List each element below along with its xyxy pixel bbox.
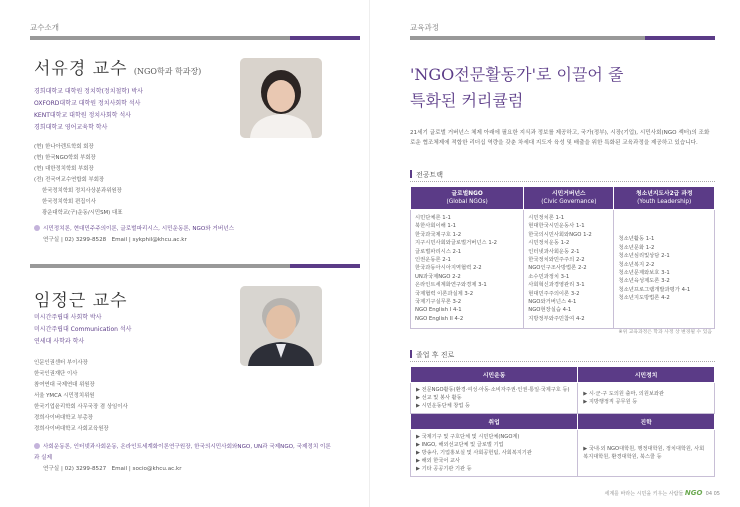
- prof1-phone: 연구실 | 02) 3299-8528: [43, 237, 107, 243]
- section-label-professors: 교수소개: [30, 23, 59, 32]
- curriculum-note: ※위 교육과정은 학과 사정 상 변경될 수 있음: [618, 330, 712, 335]
- career-head-civic-politics: 시민정치: [578, 367, 715, 383]
- track-courses-global: 시민단체론 1-1 북한사회이해 1-1 한국과국제구호 1-2 지구시민사회와글로벌거버넌스 1-2 글로벌파리시스 2-1 인권운동론 2-1 한국과동아시아지역협력 2-2 UN과국제NGO 2-2 온라인트세계화연구와경제 3-1 국제협력 이론과실제 3-2 국제기구실무론 3-2 NGO English I 4-1 NGO English II 4-2: [411, 210, 524, 329]
- career-item: 한국정치학회 편집이사: [42, 199, 96, 205]
- career-item: 한국인권재단 이사: [34, 371, 78, 377]
- prof2-email: Email | socio@khcu.ac.kr: [111, 466, 182, 472]
- track-courses-youth: 청소년활동 1-1 청소년문화 1-2 청소년심리및상담 2-1 청소년복지 2-2 청소년문제와보호 3-1 청소년육성제도론 3-2 청소년프로그램개발과평가 4-1 청소년지도방법론 4-2: [614, 210, 715, 329]
- headline-line1: 'NGO전문활동가'로 이끌어 줄: [410, 65, 624, 84]
- prof1-name-row: [34, 54, 201, 79]
- career-item: (현) 한국NGO학회 부회장: [34, 155, 96, 161]
- section-bar: [30, 36, 360, 40]
- track-head-global: 글로벌NGO (Global NGOs): [411, 187, 524, 210]
- prof2-photo: [240, 286, 322, 366]
- career-item: 경희사이버대학교 사회교육원장: [34, 426, 109, 432]
- prof1-degrees: [34, 86, 143, 134]
- prof1-name: 서유경 교수: [34, 59, 128, 79]
- career-head-employment: 취업: [411, 414, 578, 430]
- prof2-name: 임정근 교수: [34, 291, 128, 311]
- prof1-career: [34, 142, 122, 219]
- career-item: 서울 YMCA 시민정치위원: [34, 393, 95, 399]
- career-item: 광운대학교(구)운동/시민SM) 대표: [42, 210, 123, 216]
- career-cell-politics: ▶ 시·군·구 도의원 출마, 의원보좌관 ▶ 지방행정직 공무원 등: [578, 383, 715, 414]
- degree-item: 연세대 사학과 학사: [34, 338, 85, 345]
- bullet-dot-icon: [34, 443, 40, 449]
- prof2-degrees: [34, 312, 131, 348]
- career-cell-movement: ▶ 전문NGO활동(환경·여성·아동·소비자주권·인권·통일·국제구호 등) ▶ 선교 및 봉사 활동 ▶ 시민운동단체 창업 등: [411, 383, 578, 414]
- career-head-civic-movement: 시민운동: [411, 367, 578, 383]
- career-table: [410, 366, 715, 477]
- degree-item: 미시간주립대 사회학 박사: [34, 314, 102, 321]
- degree-item: 경희대학교 영어교육학 학사: [34, 124, 108, 131]
- degree-item: 미시간주립대 Communication 석사: [34, 326, 132, 333]
- career-item: 인문인권센터 부이사장: [34, 360, 88, 366]
- page-footer: [605, 489, 720, 497]
- career-item: 경희사이버대학교 부총장: [34, 415, 93, 421]
- prof2-phone: 연구실 | 02) 3299-8527: [43, 466, 107, 472]
- prof1-interests: 시민정치론, 현대민주주의이론, 글로벌파리시스, 시민운동론, NGO와 거버넌스: [43, 226, 235, 232]
- bullet-dot-icon: [34, 225, 40, 231]
- section-bar: [410, 36, 715, 40]
- career-item: (현) 대한정치학회 부회장: [34, 166, 94, 172]
- curriculum-table: [410, 186, 715, 329]
- footer-text: 세계를 바라는 시민을 키우는 사람들: [604, 491, 684, 497]
- divider-bar: [30, 264, 360, 268]
- prof1-dept: (NGO학과 학과장): [133, 67, 202, 76]
- track-head-civic: 시민거버넌스 (Civic Governance): [524, 187, 614, 210]
- prof2-interests: 사회운동론, 인터넷과사회운동, 온라인트세계화이론연구원장, 한국의시민사회와NGO, UN과 국제NGO, 국제정치 이론과 실제: [34, 444, 331, 461]
- prof2-contact: [34, 442, 334, 475]
- track-head-youth: 청소년지도사2급 과정 (Youth Leadership): [614, 187, 715, 210]
- ngo-logo: NGO: [684, 489, 703, 497]
- career-item: (전) 전국여교수연합회 부회장: [34, 177, 105, 183]
- career-title: 졸업 후 진로: [410, 350, 454, 360]
- career-cell-employment: ▶ 국제기구 및 구호단체 및 시민단체(NGO계) ▶ INGO, 해외선교단체 및 글로벌 기업 ▶ 방송사, 기업홍보실 및 사회공헌팀, 사회복지기관 ▶ 해외 한국어 교사 ▶ 기타 공공기관 기관 등: [411, 430, 578, 477]
- career-cell-education: ▶ 국내·외 NGO대학원, 행정대학원, 정치대학원, 사회복지대학원, 환경대학원, 북스쿨 등: [578, 430, 715, 477]
- prof1-email: Email | sykphil@khcu.ac.kr: [111, 237, 187, 243]
- right-page: [370, 0, 740, 507]
- career-item: 한국기업윤리학회 사무국장 겸 상임이사: [34, 404, 128, 410]
- degree-item: 경희대학교 대학원 정치학(정치철학) 박사: [34, 88, 143, 95]
- career-item: 한국정치학회 정치사상분과위원장: [42, 188, 122, 194]
- career-head-education: 진학: [578, 414, 715, 430]
- degree-item: OXFORD대학교 대학원 정치사회학 석사: [34, 100, 141, 107]
- intro-text: 21세기 글로벌 거버넌스 체제 아래에 필요한 지식과 정보를 제공하고, 국가(정부), 시장(기업), 시민사회(NGO 섹터)의 조화로운 협조체제에 적합한 리더십 역량을 갖춘 차세대 지도자 육성 및 배출을 위한 특화된 교육과정을 제공하고 있습니다.: [410, 130, 710, 146]
- dotted-divider: [410, 361, 715, 362]
- degree-item: KENT대학교 대학원 정치사회학 석사: [34, 112, 131, 119]
- section-label-curriculum: 교육과정: [410, 23, 439, 32]
- headline-line2: 특화된 커리큘럼: [410, 91, 524, 110]
- prof1-contact: [34, 224, 234, 246]
- career-item: (현) 한나아렌트학회 회장: [34, 144, 94, 150]
- career-item: 참여연대 국제연대 위원장: [34, 382, 95, 388]
- track-courses-civic: 시민정치론 1-1 현대한국시민운동사 1-1 한국의시민사회와NGO 1-2 시민정치운동 1-2 인터넷과사회운동 2-1 한국정치와민주주의 2-2 NGO인구조사방법론 2-2 소수민과정치 3-1 사회혁신과경영관리 3-1 현대민주주의이론 3-2 NGO와거버넌스 4-1 NGO현장실습 4-1 지방정부와주민참여 4-2: [524, 210, 614, 329]
- track-title: 전공트랙: [410, 170, 443, 180]
- prof2-career: [34, 358, 128, 435]
- page-numbers: 04 05: [705, 491, 720, 497]
- prof1-photo: [240, 58, 322, 138]
- dotted-divider: [410, 181, 715, 182]
